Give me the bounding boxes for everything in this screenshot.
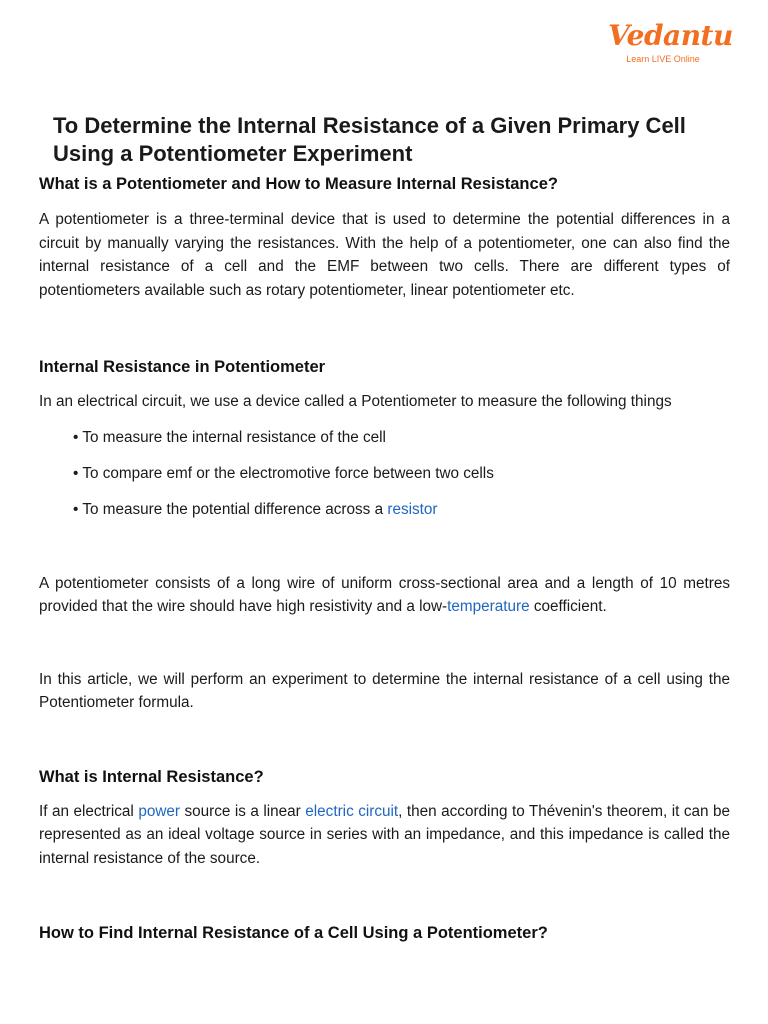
list-item-text: To measure the potential difference across a	[82, 500, 384, 518]
measurement-list	[39, 427, 730, 521]
paragraph-potentiometer-intro: A potentiometer is a three-terminal device that is used to determine the potential differences in a circuit by manually varying the resistances. With the help of a potentiometer, one can also find the internal resistance of a cell and the EMF between two cells. There are different types of potentiometers available such as rotary potentiometer, linear potentiometer etc.	[39, 211, 730, 299]
section-heading-how-to-find: How to Find Internal Resistance of a Cell Using a Potentiometer?	[39, 924, 548, 942]
resistor-link[interactable]: resistor	[387, 500, 438, 518]
list-item	[39, 499, 730, 521]
power-link[interactable]: power	[138, 802, 180, 820]
list-item-text: To measure the internal resistance of the cell	[82, 428, 386, 446]
text-span: coefficient.	[529, 598, 607, 615]
list-item	[39, 463, 730, 485]
bullet-glyph: •	[73, 428, 79, 446]
section-heading-internal-resistance-potentiometer: Internal Resistance in Potentiometer	[39, 358, 326, 376]
section-heading-potentiometer: What is a Potentiometer and How to Measure Internal Resistance?	[39, 175, 558, 193]
vedantu-logo[interactable]	[608, 19, 733, 65]
text-span: , then according to Thévenin's theorem, it can be represented as an ideal voltage source in series with an impedance, and this impedance is called the internal resistance of the source.	[39, 802, 730, 867]
paragraph-internal-resistance-definition	[39, 800, 730, 871]
temperature-link[interactable]: temperature	[447, 598, 530, 615]
list-item	[39, 427, 730, 449]
logo-tagline: Learn LIVE Online	[626, 54, 700, 64]
article-body	[39, 172, 730, 945]
paragraph-potentiometer-wire	[39, 572, 730, 619]
paragraph-measure-intro: In an electrical circuit, we use a device called a Potentiometer to measure the following things	[39, 393, 672, 410]
bullet-glyph: •	[73, 500, 79, 518]
section-heading-what-is-internal-resistance: What is Internal Resistance?	[39, 767, 264, 786]
text-span: source is a linear	[179, 802, 306, 820]
paragraph-article-purpose: In this article, we will perform an experiment to determine the internal resistance of a cell using the Potentiometer formula.	[39, 670, 730, 711]
logo-wordmark: Vedantu	[608, 19, 733, 52]
list-item-text: To compare emf or the electromotive force between two cells	[82, 464, 494, 482]
text-span: A potentiometer consists of a long wire of uniform cross-sectional area and a length of 10 metres provided that the wire should have high resistivity and a low-	[39, 574, 730, 615]
text-span: If an electrical	[39, 802, 139, 820]
bullet-glyph: •	[73, 464, 79, 482]
electric-circuit-link[interactable]: electric circuit	[305, 802, 399, 820]
page-title: To Determine the Internal Resistance of a Given Primary Cell Using a Potentiometer Experiment	[53, 113, 686, 166]
